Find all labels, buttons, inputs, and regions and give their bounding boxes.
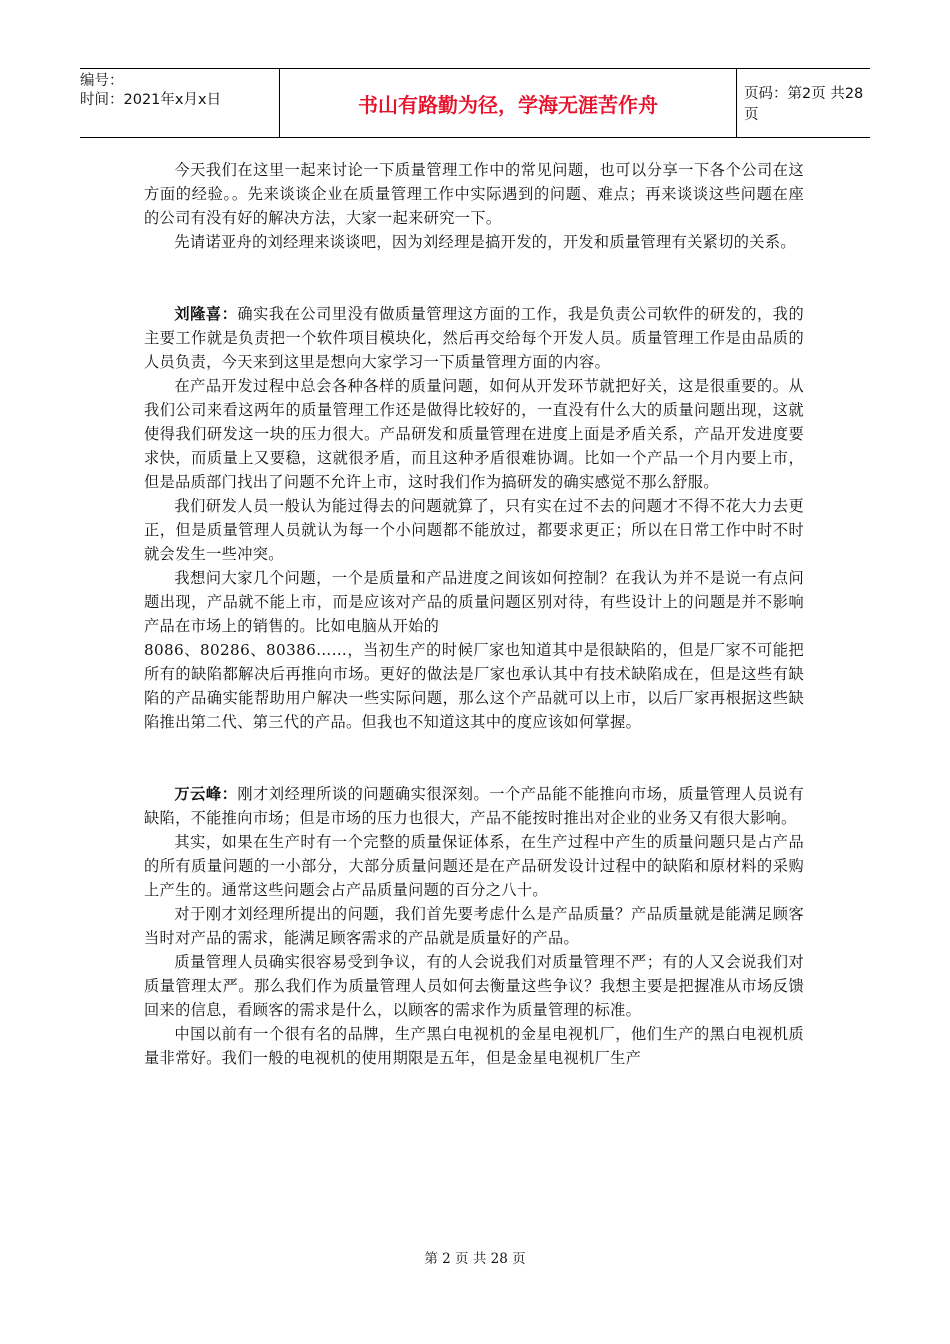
speaker1-first-paragraph (144, 302, 804, 374)
speaker1-paragraph: 我们研发人员一般认为能过得去的问题就算了，只有实在过不去的问题才不得不花大力去更正，但是质量管理人员就认为每一个小问题都不能放过，都要求更正；所以在日常工作中时不时就会发生一些冲突。 (144, 497, 804, 563)
intro-paragraph-2: 先请诺亚舟的刘经理来谈谈吧，因为刘经理是搞开发的，开发和质量管理有关紧切的关系。 (174, 233, 796, 251)
speaker2-paragraph: 其实，如果在生产时有一个完整的质量保证体系，在生产过程中产生的质量问题只是占产品的所有质量问题的一小部分，大部分质量问题还是在产品研发设计过程中的缺陷和原材料的采购上产生的。通常这些问题会占产品质量问题的百分之八十。 (144, 833, 804, 899)
intro-paragraph-1: 今天我们在这里一起来讨论一下质量管理工作中的常见问题，也可以分享一下各个公司在这方面的经验。。先来谈谈企业在质量管理工作中实际遇到的问题、难点；再来谈谈这些问题在座的公司有没有好的解决方法，大家一起来研究一下。 (144, 161, 804, 227)
number-label: 编号： (80, 73, 124, 89)
header-table (80, 68, 870, 138)
speaker1-paragraph: 我想问大家几个问题，一个是质量和产品进度之间该如何控制？在我认为并不是说一有点问题出现，产品就不能上市，而是应该对产品的质量问题区别对待，有些设计上的问题是并不影响产品在市场上的销售的。比如电脑从开始的 (144, 569, 804, 635)
motto-text: 书山有路勤为径，学海无涯苦作舟 (358, 92, 658, 117)
speaker1-name: 刘隆喜： (174, 305, 238, 323)
section-gap (144, 254, 804, 302)
speaker2-first-paragraph (144, 782, 804, 830)
speaker2-paragraph: 质量管理人员确实很容易受到争议，有的人会说我们对质量管理不严；有的人又会说我们对质量管理太严。那么我们作为质量管理人员如何去衡量这些争议？我想主要是把握准从市场反馈回来的信息，看顾客的需求是什么，以顾客的需求作为质量管理的标准。 (144, 953, 804, 1019)
page-info-cell (736, 69, 870, 137)
speaker1-continuation: 8086、80286、80386……，当初生产的时候厂家也知道其中是很缺陷的，但是厂家不可能把所有的缺陷都解决后再推向市场。更好的做法是厂家也承认其中有技术缺陷成在，但是这些有缺陷的产品确实能帮助用户解决一些实际问题，那么这个产品就可以上市，以后厂家再根据这些缺陷推出第二代、第三代的产品。但我也不知道这其中的度应该如何掌握。 (144, 641, 804, 731)
header-meta-cell (80, 69, 280, 137)
speaker2-name: 万云峰： (174, 785, 238, 803)
section-gap (144, 734, 804, 782)
speaker2-first-text: 刚才刘经理所谈的问题确实很深刻。一个产品能不能推向市场，质量管理人员说有缺陷，不能推向市场；但是市场的压力也很大，产品不能按时推出对企业的业务又有很大影响。 (144, 785, 804, 827)
page-footer (0, 1247, 950, 1267)
speaker2-paragraph: 对于刚才刘经理所提出的问题，我们首先要考虑什么是产品质量？产品质量就是能满足顾客当时对产品的需求，能满足顾客需求的产品就是质量好的产品。 (144, 905, 804, 947)
motto-cell (280, 69, 737, 137)
speaker1-first-text: 确实我在公司里没有做质量管理这方面的工作，我是负责公司软件的研发的，我的主要工作就是负责把一个软件项目模块化，然后再交给每个开发人员。质量管理工作是由品质的人员负责，今天来到这里是想向大家学习一下质量管理方面的内容。 (144, 305, 804, 371)
page-info-text: 页码：第2页 共28页 (744, 86, 864, 123)
speaker1-paragraph: 在产品开发过程中总会各种各样的质量问题，如何从开发环节就把好关，这是很重要的。从我们公司来看这两年的质量管理工作还是做得比较好的，一直没有什么大的质量问题出现，这就使得我们研发这一块的压力很大。产品研发和质量管理在进度上面是矛盾关系，产品开发进度要求快，而质量上又要稳，这就很矛盾，而且这种矛盾很难协调。比如一个产品一个月内要上市，但是品质部门找出了问题不允许上市，这时我们作为搞研发的确实感觉不那么舒服。 (144, 377, 804, 491)
footer-page-number: 第 2 页 共 28 页 (424, 1251, 526, 1267)
document-body (144, 158, 804, 1070)
date-label: 时间：2021年x月x日 (80, 92, 222, 108)
speaker2-paragraph: 中国以前有一个很有名的品牌，生产黑白电视机的金星电视机厂，他们生产的黑白电视机质量非常好。我们一般的电视机的使用期限是五年，但是金星电视机厂生产 (144, 1025, 804, 1067)
